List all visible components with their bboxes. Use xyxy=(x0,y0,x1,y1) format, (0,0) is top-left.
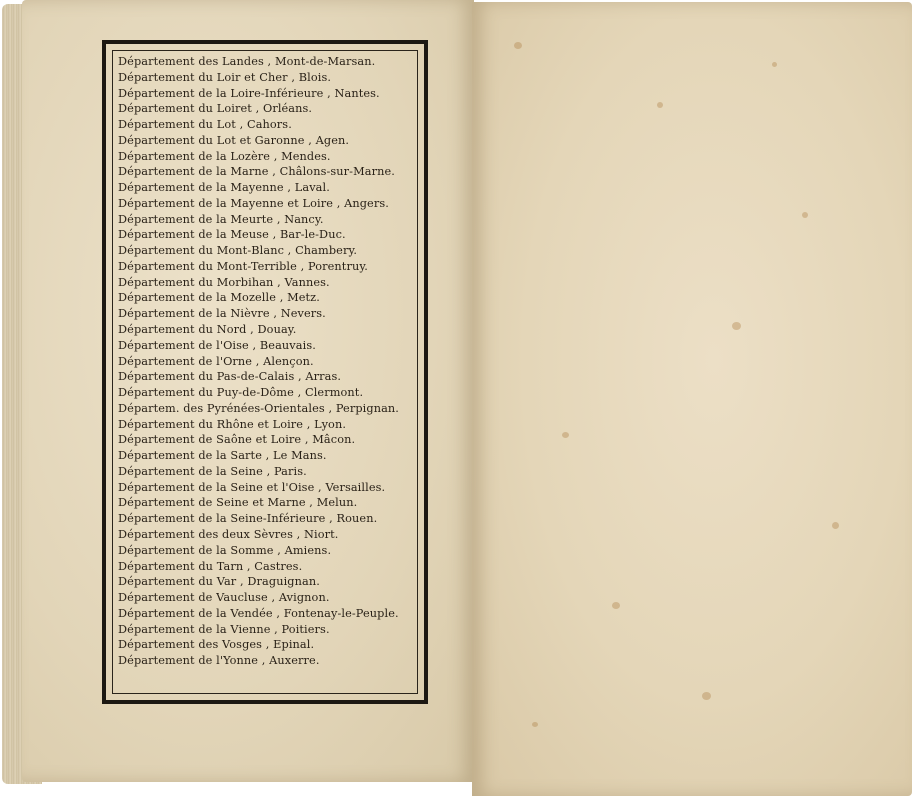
list-item: Département du Puy-de-Dôme , Clermont. xyxy=(118,386,364,400)
list-item: Département de la Nièvre , Nevers. xyxy=(118,307,326,321)
list-item: Département de la Vienne , Poitiers. xyxy=(118,622,330,636)
list-item: Département des deux Sèvres , Niort. xyxy=(118,527,339,541)
list-item: Département de Saône et Loire , Mâcon. xyxy=(118,433,356,447)
list-item: Département du Morbihan , Vannes. xyxy=(118,275,330,289)
list-item: Département du Lot , Cahors. xyxy=(118,118,292,132)
list-item: Département du Var , Draguignan. xyxy=(118,575,320,589)
list-item: Département de Vaucluse , Avignon. xyxy=(118,591,330,605)
list-item: Département de la Meuse , Bar-le-Duc. xyxy=(118,228,346,242)
foxing-spot xyxy=(832,522,839,529)
list-item: Département de Seine et Marne , Melun. xyxy=(118,496,358,510)
list-item: Département du Loir et Cher , Blois. xyxy=(118,70,332,84)
foxing-spot xyxy=(514,42,522,49)
foxing-spot xyxy=(562,432,569,438)
list-item: Département de la Loire-Inférieure , Nantes. xyxy=(118,86,380,100)
list-item: Département de la Vendée , Fontenay-le-Peuple. xyxy=(118,606,399,620)
list-item: Département de l'Yonne , Auxerre. xyxy=(118,654,320,668)
list-item: Département du Rhône et Loire , Lyon. xyxy=(118,417,347,431)
right-page xyxy=(472,2,912,796)
foxing-spot xyxy=(732,322,741,330)
list-item: Département de la Mayenne et Loire , Angers. xyxy=(118,196,389,210)
list-item: Département des Vosges , Epinal. xyxy=(118,638,315,652)
list-item: Département du Mont-Terrible , Porentruy. xyxy=(118,259,368,273)
list-item: Département de l'Orne , Alençon. xyxy=(118,354,314,368)
list-item: Département de la Mayenne , Laval. xyxy=(118,181,330,195)
list-item: Département de la Seine-Inférieure , Rouen. xyxy=(118,512,378,526)
list-item: Département du Nord , Douay. xyxy=(118,323,297,337)
list-item: Département de la Marne , Châlons-sur-Marne. xyxy=(118,165,395,179)
list-item: Départem. des Pyrénées-Orientales , Perpignan. xyxy=(118,401,399,415)
foxing-spot xyxy=(612,602,620,609)
list-item: Département des Landes , Mont-de-Marsan. xyxy=(118,55,376,68)
list-item: Département de la Seine , Paris. xyxy=(118,464,307,478)
list-item: Département de la Somme , Amiens. xyxy=(118,543,332,557)
department-list xyxy=(118,54,414,669)
list-item: Département de la Lozère , Mendes. xyxy=(118,149,331,163)
list-item: Département de la Meurte , Nancy. xyxy=(118,212,324,226)
list-item: Département du Loiret , Orléans. xyxy=(118,102,313,116)
foxing-spot xyxy=(657,102,663,108)
list-item: Département de la Mozelle , Metz. xyxy=(118,291,320,305)
list-item: Département de la Sarte , Le Mans. xyxy=(118,449,327,463)
list-item: Département de l'Oise , Beauvais. xyxy=(118,338,316,352)
foxing-spot xyxy=(802,212,808,218)
foxing-spot xyxy=(532,722,538,727)
list-item: Département de la Seine et l'Oise , Versailles. xyxy=(118,480,386,494)
foxing-spot xyxy=(702,692,711,700)
list-item: Département du Lot et Garonne , Agen. xyxy=(118,133,350,147)
list-item: Département du Mont-Blanc , Chambery. xyxy=(118,244,358,258)
foxing-spot xyxy=(772,62,777,67)
list-item: Département du Tarn , Castres. xyxy=(118,559,303,573)
list-item: Département du Pas-de-Calais , Arras. xyxy=(118,370,342,384)
